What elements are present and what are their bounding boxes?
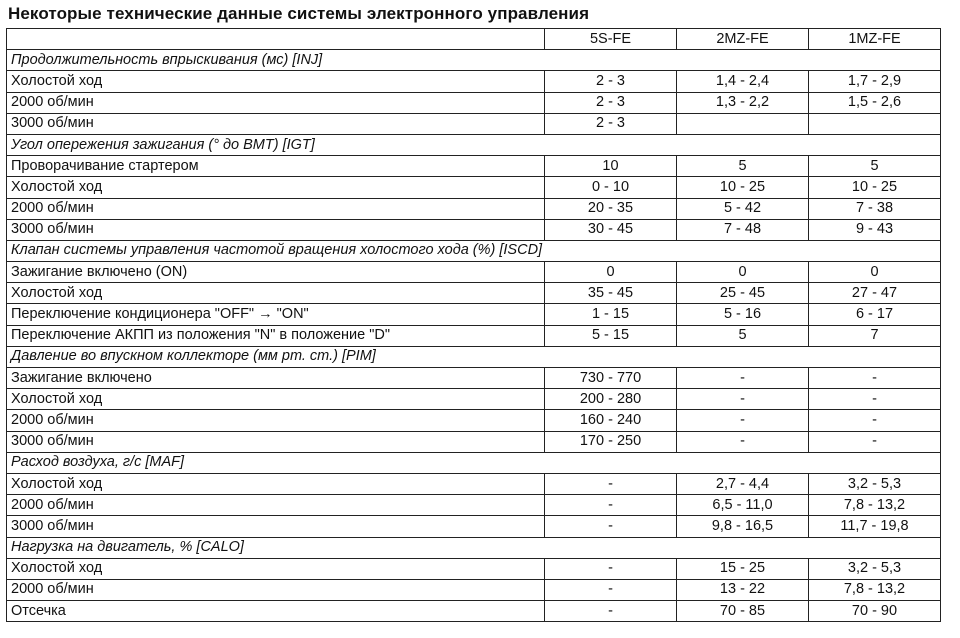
row-label: Холостой ход [7, 558, 545, 579]
section-row [7, 240, 941, 261]
row-label: Зажигание включено [7, 368, 545, 389]
row-label: Переключение кондиционера "OFF" → "ON" [7, 304, 545, 325]
section-row [7, 50, 941, 71]
value-cell: 0 [545, 262, 677, 283]
value-cell: - [545, 579, 677, 600]
value-cell: 27 - 47 [809, 283, 941, 304]
table-row [7, 410, 941, 431]
value-cell: 10 - 25 [809, 177, 941, 198]
section-heading: Нагрузка на двигатель, % [CALO] [7, 537, 941, 558]
value-cell: - [809, 410, 941, 431]
value-cell: 7 - 48 [677, 219, 809, 240]
section-row [7, 134, 941, 155]
value-cell: 7 [809, 325, 941, 346]
value-cell: 7,8 - 13,2 [809, 579, 941, 600]
value-cell: 9 - 43 [809, 219, 941, 240]
table-body [7, 50, 941, 622]
table-row [7, 389, 941, 410]
row-label: Холостой ход [7, 473, 545, 494]
value-cell: 6 - 17 [809, 304, 941, 325]
row-label: Холостой ход [7, 177, 545, 198]
value-cell: - [809, 368, 941, 389]
value-cell: - [545, 473, 677, 494]
value-cell: - [809, 431, 941, 452]
value-cell: 5 - 42 [677, 198, 809, 219]
value-cell: 10 [545, 156, 677, 177]
value-cell: - [677, 389, 809, 410]
row-label: 3000 об/мин [7, 516, 545, 537]
row-label: 2000 об/мин [7, 198, 545, 219]
value-cell: - [677, 410, 809, 431]
value-cell: 0 - 10 [545, 177, 677, 198]
value-cell: - [545, 516, 677, 537]
value-cell [809, 113, 941, 134]
row-label: Зажигание включено (ON) [7, 262, 545, 283]
table-row [7, 558, 941, 579]
section-row [7, 537, 941, 558]
value-cell: 2 - 3 [545, 92, 677, 113]
value-cell: 7,8 - 13,2 [809, 495, 941, 516]
table-row [7, 262, 941, 283]
value-cell: 5 [677, 325, 809, 346]
row-label: Холостой ход [7, 283, 545, 304]
row-label: Проворачивание стартером [7, 156, 545, 177]
value-cell: 70 - 85 [677, 601, 809, 622]
table-row [7, 71, 941, 92]
value-cell: 1,4 - 2,4 [677, 71, 809, 92]
row-label: Холостой ход [7, 389, 545, 410]
value-cell: - [677, 431, 809, 452]
header-cell-label [7, 29, 545, 50]
value-cell: 5 - 15 [545, 325, 677, 346]
value-cell: 6,5 - 11,0 [677, 495, 809, 516]
value-cell: 25 - 45 [677, 283, 809, 304]
row-label: 2000 об/мин [7, 579, 545, 600]
value-cell: 13 - 22 [677, 579, 809, 600]
table-row [7, 113, 941, 134]
table-row [7, 177, 941, 198]
value-cell: 2,7 - 4,4 [677, 473, 809, 494]
value-cell: 170 - 250 [545, 431, 677, 452]
value-cell: 0 [809, 262, 941, 283]
table-row [7, 516, 941, 537]
value-cell: - [545, 601, 677, 622]
value-cell: 3,2 - 5,3 [809, 473, 941, 494]
value-cell: 15 - 25 [677, 558, 809, 579]
value-cell: 20 - 35 [545, 198, 677, 219]
page-title: Некоторые технические данные системы электронного управления [8, 4, 590, 23]
value-cell: 1,5 - 2,6 [809, 92, 941, 113]
table-row [7, 92, 941, 113]
row-label: 2000 об/мин [7, 495, 545, 516]
value-cell: - [545, 558, 677, 579]
table-row [7, 368, 941, 389]
value-cell: 5 [809, 156, 941, 177]
row-label: Переключение АКПП из положения "N" в положение "D" [7, 325, 545, 346]
row-label: Отсечка [7, 601, 545, 622]
section-heading: Продолжительность впрыскивания (мс) [INJ] [7, 50, 941, 71]
value-cell: 7 - 38 [809, 198, 941, 219]
value-cell: - [545, 495, 677, 516]
row-label: 2000 об/мин [7, 410, 545, 431]
value-cell [677, 113, 809, 134]
section-row [7, 346, 941, 367]
value-cell: 160 - 240 [545, 410, 677, 431]
value-cell: 5 - 16 [677, 304, 809, 325]
value-cell: 1,7 - 2,9 [809, 71, 941, 92]
section-heading: Клапан системы управления частотой вращения холостого хода (%) [ISCD] [7, 240, 941, 261]
row-label: 3000 об/мин [7, 431, 545, 452]
table-row [7, 579, 941, 600]
table-row [7, 601, 941, 622]
table-row [7, 156, 941, 177]
value-cell: 30 - 45 [545, 219, 677, 240]
table-row [7, 431, 941, 452]
section-heading: Угол опережения зажигания (° до ВМТ) [IGT] [7, 134, 941, 155]
table-row [7, 304, 941, 325]
section-heading: Расход воздуха, г/с [MAF] [7, 452, 941, 473]
value-cell: 35 - 45 [545, 283, 677, 304]
value-cell: 1,3 - 2,2 [677, 92, 809, 113]
table-row [7, 473, 941, 494]
value-cell: 70 - 90 [809, 601, 941, 622]
value-cell: 2 - 3 [545, 71, 677, 92]
value-cell: 0 [677, 262, 809, 283]
table-row [7, 283, 941, 304]
header-cell-1mz-fe: 1MZ-FE [809, 29, 941, 50]
section-row [7, 452, 941, 473]
section-heading: Давление во впускном коллекторе (мм рт. ст.) [PIM] [7, 346, 941, 367]
header-cell-2mz-fe: 2MZ-FE [677, 29, 809, 50]
row-label: Холостой ход [7, 71, 545, 92]
value-cell: - [677, 368, 809, 389]
value-cell: 1 - 15 [545, 304, 677, 325]
spec-table [6, 28, 941, 622]
header-cell-5s-fe: 5S-FE [545, 29, 677, 50]
value-cell: 11,7 - 19,8 [809, 516, 941, 537]
value-cell: 9,8 - 16,5 [677, 516, 809, 537]
value-cell: 2 - 3 [545, 113, 677, 134]
value-cell: 5 [677, 156, 809, 177]
value-cell: 730 - 770 [545, 368, 677, 389]
row-label: 3000 об/мин [7, 113, 545, 134]
row-label: 2000 об/мин [7, 92, 545, 113]
row-label: 3000 об/мин [7, 219, 545, 240]
table-row [7, 198, 941, 219]
value-cell: 3,2 - 5,3 [809, 558, 941, 579]
table-row [7, 325, 941, 346]
table-row [7, 495, 941, 516]
table-row [7, 219, 941, 240]
value-cell: - [809, 389, 941, 410]
value-cell: 10 - 25 [677, 177, 809, 198]
header-row [7, 29, 941, 50]
value-cell: 200 - 280 [545, 389, 677, 410]
